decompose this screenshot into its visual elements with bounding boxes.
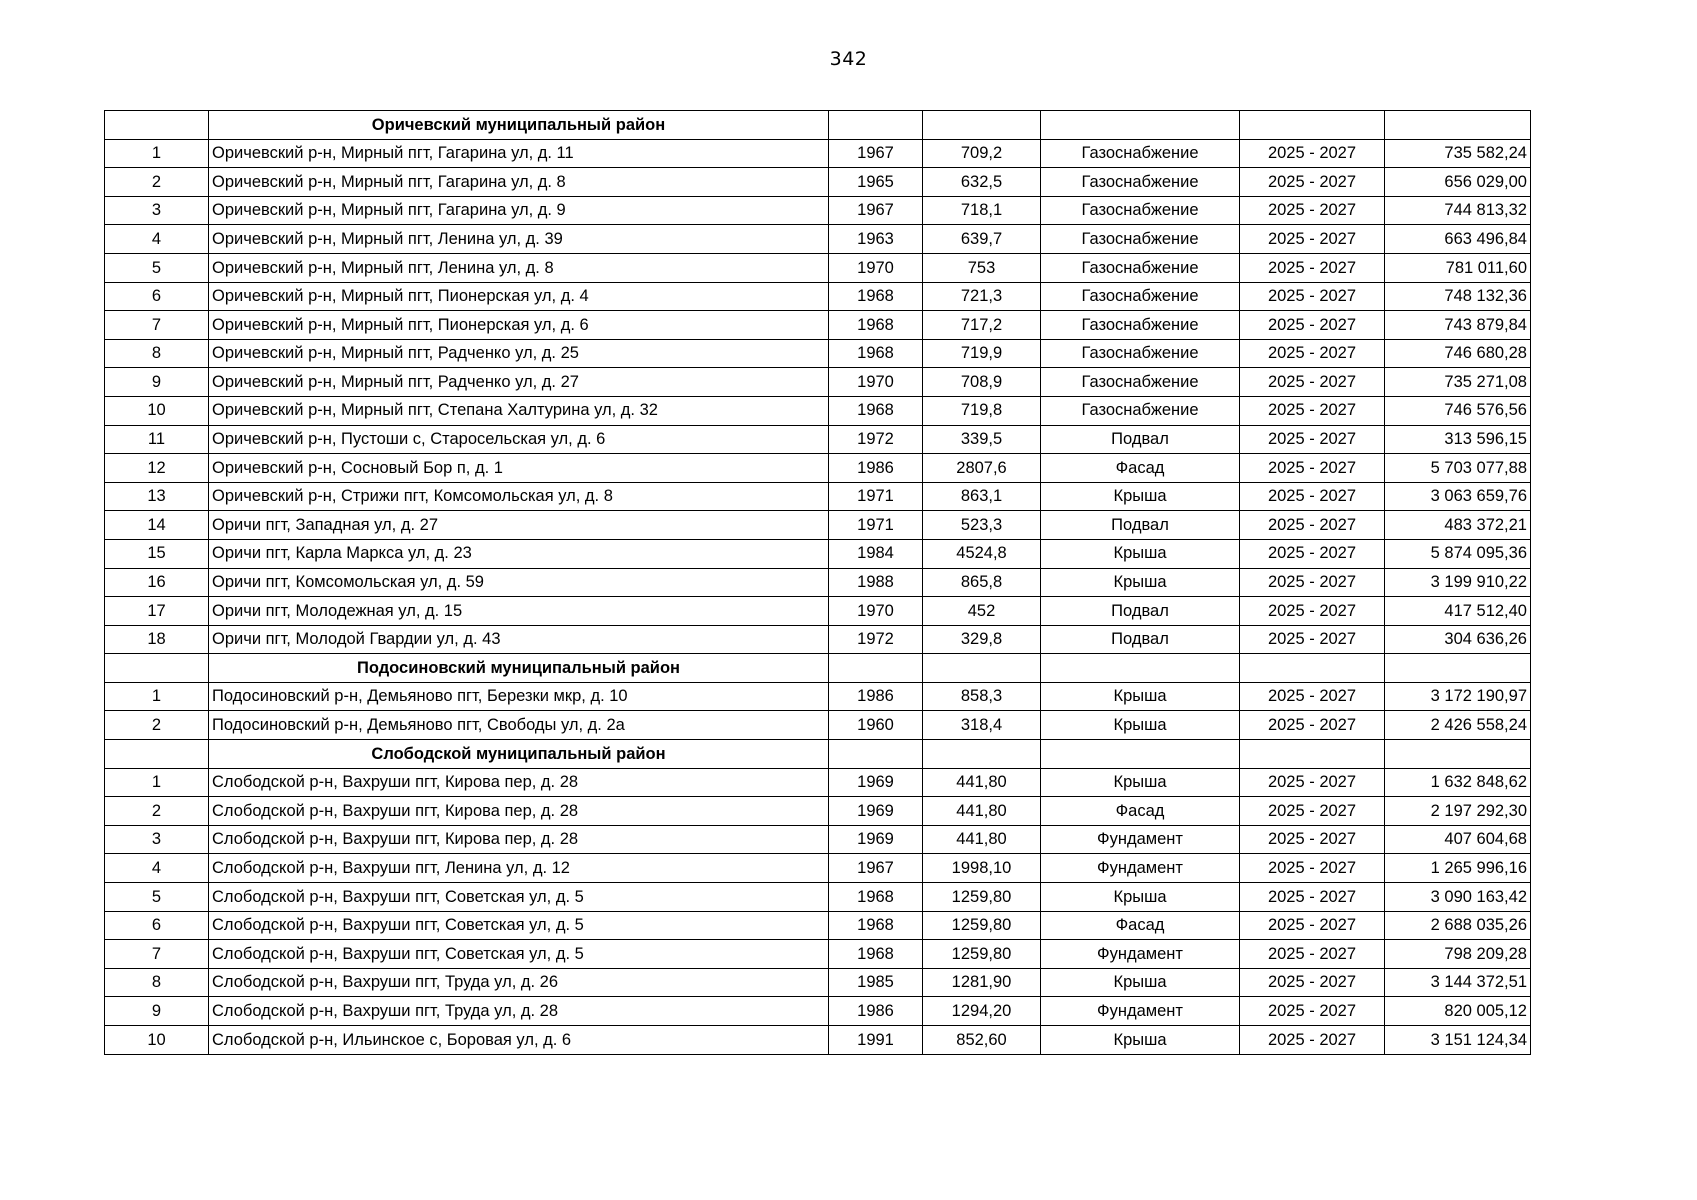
cost-cell: 746 576,56 xyxy=(1385,396,1531,425)
work-type-cell: Фундамент xyxy=(1041,854,1240,883)
period-cell: 2025 - 2027 xyxy=(1240,282,1385,311)
table-row xyxy=(105,797,1531,826)
year-cell: 1971 xyxy=(829,511,923,540)
area-cell: 1281,90 xyxy=(923,968,1041,997)
row-number: 7 xyxy=(105,940,209,969)
year-cell: 1969 xyxy=(829,768,923,797)
table-row xyxy=(105,511,1531,540)
area-cell: 441,80 xyxy=(923,825,1041,854)
address-cell: Слободской р-н, Ильинское с, Боровая ул, д. 6 xyxy=(209,1026,829,1055)
area-cell: 719,9 xyxy=(923,339,1041,368)
row-number: 9 xyxy=(105,368,209,397)
section-header-row xyxy=(105,111,1531,140)
work-type-cell: Газоснабжение xyxy=(1041,396,1240,425)
row-number: 5 xyxy=(105,253,209,282)
row-number: 1 xyxy=(105,139,209,168)
year-cell: 1967 xyxy=(829,139,923,168)
cost-cell: 2 688 035,26 xyxy=(1385,911,1531,940)
year-cell: 1970 xyxy=(829,597,923,626)
cost-cell: 798 209,28 xyxy=(1385,940,1531,969)
period-cell: 2025 - 2027 xyxy=(1240,225,1385,254)
table-row xyxy=(105,854,1531,883)
table-row xyxy=(105,911,1531,940)
year-cell: 1969 xyxy=(829,825,923,854)
work-type-cell: Фундамент xyxy=(1041,825,1240,854)
year-cell: 1968 xyxy=(829,396,923,425)
address-cell: Оричи пгт, Карла Маркса ул, д. 23 xyxy=(209,539,829,568)
empty-cell xyxy=(1041,111,1240,140)
work-type-cell: Газоснабжение xyxy=(1041,368,1240,397)
address-cell: Оричевский р-н, Мирный пгт, Гагарина ул, д. 8 xyxy=(209,168,829,197)
work-type-cell: Подвал xyxy=(1041,425,1240,454)
work-type-cell: Крыша xyxy=(1041,482,1240,511)
year-cell: 1988 xyxy=(829,568,923,597)
period-cell: 2025 - 2027 xyxy=(1240,396,1385,425)
address-cell: Оричи пгт, Комсомольская ул, д. 59 xyxy=(209,568,829,597)
work-type-cell: Фундамент xyxy=(1041,940,1240,969)
area-cell: 318,4 xyxy=(923,711,1041,740)
work-type-cell: Подвал xyxy=(1041,625,1240,654)
table-row xyxy=(105,682,1531,711)
page-number: 342 xyxy=(829,48,868,70)
table-row xyxy=(105,997,1531,1026)
area-cell: 717,2 xyxy=(923,311,1041,340)
row-number: 10 xyxy=(105,396,209,425)
table-row xyxy=(105,368,1531,397)
area-cell: 2807,6 xyxy=(923,454,1041,483)
row-number: 8 xyxy=(105,339,209,368)
row-number: 4 xyxy=(105,854,209,883)
section-title: Оричевский муниципальный район xyxy=(209,111,829,140)
year-cell: 1986 xyxy=(829,997,923,1026)
area-cell: 1998,10 xyxy=(923,854,1041,883)
period-cell: 2025 - 2027 xyxy=(1240,911,1385,940)
period-cell: 2025 - 2027 xyxy=(1240,968,1385,997)
cost-cell: 417 512,40 xyxy=(1385,597,1531,626)
cost-cell: 781 011,60 xyxy=(1385,253,1531,282)
period-cell: 2025 - 2027 xyxy=(1240,339,1385,368)
row-number: 14 xyxy=(105,511,209,540)
table-row xyxy=(105,253,1531,282)
empty-cell xyxy=(1385,654,1531,683)
period-cell: 2025 - 2027 xyxy=(1240,1026,1385,1055)
cost-cell: 656 029,00 xyxy=(1385,168,1531,197)
cost-cell: 735 582,24 xyxy=(1385,139,1531,168)
cost-cell: 3 151 124,34 xyxy=(1385,1026,1531,1055)
area-cell: 721,3 xyxy=(923,282,1041,311)
work-type-cell: Крыша xyxy=(1041,682,1240,711)
row-number: 1 xyxy=(105,768,209,797)
row-number: 2 xyxy=(105,797,209,826)
address-cell: Слободской р-н, Вахруши пгт, Советская ул, д. 5 xyxy=(209,940,829,969)
area-cell: 865,8 xyxy=(923,568,1041,597)
area-cell: 441,80 xyxy=(923,768,1041,797)
table-row xyxy=(105,396,1531,425)
work-type-cell: Крыша xyxy=(1041,1026,1240,1055)
row-number: 18 xyxy=(105,625,209,654)
period-cell: 2025 - 2027 xyxy=(1240,625,1385,654)
row-number: 11 xyxy=(105,425,209,454)
cost-cell: 2 426 558,24 xyxy=(1385,711,1531,740)
work-type-cell: Крыша xyxy=(1041,968,1240,997)
row-number: 3 xyxy=(105,196,209,225)
period-cell: 2025 - 2027 xyxy=(1240,825,1385,854)
year-cell: 1968 xyxy=(829,883,923,912)
period-cell: 2025 - 2027 xyxy=(1240,454,1385,483)
cost-cell: 744 813,32 xyxy=(1385,196,1531,225)
cost-cell: 3 090 163,42 xyxy=(1385,883,1531,912)
empty-cell xyxy=(1240,111,1385,140)
address-cell: Слободской р-н, Вахруши пгт, Кирова пер, д. 28 xyxy=(209,825,829,854)
period-cell: 2025 - 2027 xyxy=(1240,168,1385,197)
table-row xyxy=(105,539,1531,568)
address-cell: Слободской р-н, Вахруши пгт, Советская ул, д. 5 xyxy=(209,883,829,912)
area-cell: 863,1 xyxy=(923,482,1041,511)
cost-cell: 5 703 077,88 xyxy=(1385,454,1531,483)
row-number: 16 xyxy=(105,568,209,597)
work-type-cell: Подвал xyxy=(1041,511,1240,540)
period-cell: 2025 - 2027 xyxy=(1240,368,1385,397)
table-row xyxy=(105,425,1531,454)
row-number: 15 xyxy=(105,539,209,568)
year-cell: 1972 xyxy=(829,625,923,654)
area-cell: 858,3 xyxy=(923,682,1041,711)
address-cell: Оричевский р-н, Мирный пгт, Ленина ул, д. 8 xyxy=(209,253,829,282)
area-cell: 639,7 xyxy=(923,225,1041,254)
cost-cell: 743 879,84 xyxy=(1385,311,1531,340)
area-cell: 441,80 xyxy=(923,797,1041,826)
cost-cell: 735 271,08 xyxy=(1385,368,1531,397)
address-cell: Оричи пгт, Молодежная ул, д. 15 xyxy=(209,597,829,626)
cost-cell: 3 172 190,97 xyxy=(1385,682,1531,711)
period-cell: 2025 - 2027 xyxy=(1240,940,1385,969)
empty-cell xyxy=(1385,111,1531,140)
work-type-cell: Газоснабжение xyxy=(1041,253,1240,282)
period-cell: 2025 - 2027 xyxy=(1240,711,1385,740)
area-cell: 329,8 xyxy=(923,625,1041,654)
work-type-cell: Газоснабжение xyxy=(1041,225,1240,254)
empty-cell xyxy=(923,740,1041,769)
period-cell: 2025 - 2027 xyxy=(1240,539,1385,568)
period-cell: 2025 - 2027 xyxy=(1240,311,1385,340)
period-cell: 2025 - 2027 xyxy=(1240,682,1385,711)
year-cell: 1984 xyxy=(829,539,923,568)
area-cell: 523,3 xyxy=(923,511,1041,540)
section-title: Подосиновский муниципальный район xyxy=(209,654,829,683)
row-number: 6 xyxy=(105,911,209,940)
table-row xyxy=(105,711,1531,740)
address-cell: Оричевский р-н, Мирный пгт, Гагарина ул, д. 11 xyxy=(209,139,829,168)
table-row xyxy=(105,568,1531,597)
table-row xyxy=(105,196,1531,225)
year-cell: 1970 xyxy=(829,368,923,397)
table-row xyxy=(105,940,1531,969)
period-cell: 2025 - 2027 xyxy=(1240,425,1385,454)
table-row xyxy=(105,168,1531,197)
table-row xyxy=(105,282,1531,311)
period-cell: 2025 - 2027 xyxy=(1240,253,1385,282)
work-type-cell: Подвал xyxy=(1041,597,1240,626)
year-cell: 1968 xyxy=(829,311,923,340)
area-cell: 1259,80 xyxy=(923,940,1041,969)
area-cell: 718,1 xyxy=(923,196,1041,225)
year-cell: 1985 xyxy=(829,968,923,997)
cost-cell: 1 632 848,62 xyxy=(1385,768,1531,797)
address-cell: Оричевский р-н, Мирный пгт, Радченко ул, д. 25 xyxy=(209,339,829,368)
work-type-cell: Крыша xyxy=(1041,539,1240,568)
row-number: 10 xyxy=(105,1026,209,1055)
address-cell: Слободской р-н, Вахруши пгт, Кирова пер, д. 28 xyxy=(209,797,829,826)
cost-cell: 3 199 910,22 xyxy=(1385,568,1531,597)
work-type-cell: Газоснабжение xyxy=(1041,139,1240,168)
work-type-cell: Фасад xyxy=(1041,454,1240,483)
row-number: 3 xyxy=(105,825,209,854)
address-cell: Оричевский р-н, Мирный пгт, Радченко ул, д. 27 xyxy=(209,368,829,397)
empty-cell xyxy=(105,740,209,769)
cost-cell: 748 132,36 xyxy=(1385,282,1531,311)
cost-cell: 407 604,68 xyxy=(1385,825,1531,854)
cost-cell: 3 144 372,51 xyxy=(1385,968,1531,997)
period-cell: 2025 - 2027 xyxy=(1240,997,1385,1026)
empty-cell xyxy=(105,654,209,683)
year-cell: 1986 xyxy=(829,682,923,711)
work-type-cell: Крыша xyxy=(1041,883,1240,912)
empty-cell xyxy=(105,111,209,140)
table-row xyxy=(105,482,1531,511)
area-cell: 1259,80 xyxy=(923,911,1041,940)
table-row xyxy=(105,225,1531,254)
empty-cell xyxy=(1041,654,1240,683)
address-cell: Оричевский р-н, Мирный пгт, Пионерская ул, д. 4 xyxy=(209,282,829,311)
empty-cell xyxy=(1240,740,1385,769)
table-body xyxy=(105,111,1531,1055)
empty-cell xyxy=(829,740,923,769)
year-cell: 1968 xyxy=(829,282,923,311)
address-cell: Слободской р-н, Вахруши пгт, Советская ул, д. 5 xyxy=(209,911,829,940)
period-cell: 2025 - 2027 xyxy=(1240,854,1385,883)
area-cell: 753 xyxy=(923,253,1041,282)
cost-cell: 304 636,26 xyxy=(1385,625,1531,654)
row-number: 4 xyxy=(105,225,209,254)
cost-cell: 3 063 659,76 xyxy=(1385,482,1531,511)
area-cell: 709,2 xyxy=(923,139,1041,168)
row-number: 6 xyxy=(105,282,209,311)
area-cell: 852,60 xyxy=(923,1026,1041,1055)
cost-cell: 1 265 996,16 xyxy=(1385,854,1531,883)
row-number: 5 xyxy=(105,883,209,912)
address-cell: Слободской р-н, Вахруши пгт, Труда ул, д. 26 xyxy=(209,968,829,997)
empty-cell xyxy=(1240,654,1385,683)
area-cell: 452 xyxy=(923,597,1041,626)
year-cell: 1971 xyxy=(829,482,923,511)
work-type-cell: Фундамент xyxy=(1041,997,1240,1026)
year-cell: 1972 xyxy=(829,425,923,454)
row-number: 2 xyxy=(105,168,209,197)
cost-cell: 820 005,12 xyxy=(1385,997,1531,1026)
table-row xyxy=(105,825,1531,854)
address-cell: Оричевский р-н, Мирный пгт, Гагарина ул, д. 9 xyxy=(209,196,829,225)
table-row xyxy=(105,339,1531,368)
address-cell: Оричевский р-н, Стрижи пгт, Комсомольская ул, д. 8 xyxy=(209,482,829,511)
area-cell: 632,5 xyxy=(923,168,1041,197)
section-header-row xyxy=(105,740,1531,769)
work-type-cell: Газоснабжение xyxy=(1041,311,1240,340)
address-cell: Слободской р-н, Вахруши пгт, Труда ул, д. 28 xyxy=(209,997,829,1026)
period-cell: 2025 - 2027 xyxy=(1240,139,1385,168)
address-cell: Оричевский р-н, Мирный пгт, Ленина ул, д. 39 xyxy=(209,225,829,254)
table-row xyxy=(105,1026,1531,1055)
empty-cell xyxy=(829,111,923,140)
cost-cell: 2 197 292,30 xyxy=(1385,797,1531,826)
work-type-cell: Крыша xyxy=(1041,711,1240,740)
year-cell: 1968 xyxy=(829,911,923,940)
address-cell: Подосиновский р-н, Демьяново пгт, Березки мкр, д. 10 xyxy=(209,682,829,711)
row-number: 7 xyxy=(105,311,209,340)
address-cell: Оричевский р-н, Мирный пгт, Степана Халтурина ул, д. 32 xyxy=(209,396,829,425)
table-row xyxy=(105,139,1531,168)
area-cell: 339,5 xyxy=(923,425,1041,454)
period-cell: 2025 - 2027 xyxy=(1240,196,1385,225)
cost-cell: 663 496,84 xyxy=(1385,225,1531,254)
address-cell: Слободской р-н, Вахруши пгт, Кирова пер, д. 28 xyxy=(209,768,829,797)
table-row xyxy=(105,311,1531,340)
table-row xyxy=(105,454,1531,483)
period-cell: 2025 - 2027 xyxy=(1240,768,1385,797)
year-cell: 1960 xyxy=(829,711,923,740)
year-cell: 1967 xyxy=(829,196,923,225)
year-cell: 1968 xyxy=(829,339,923,368)
cost-cell: 483 372,21 xyxy=(1385,511,1531,540)
empty-cell xyxy=(1041,740,1240,769)
address-cell: Оричевский р-н, Сосновый Бор п, д. 1 xyxy=(209,454,829,483)
row-number: 1 xyxy=(105,682,209,711)
year-cell: 1991 xyxy=(829,1026,923,1055)
work-type-cell: Газоснабжение xyxy=(1041,196,1240,225)
section-header-row xyxy=(105,654,1531,683)
period-cell: 2025 - 2027 xyxy=(1240,568,1385,597)
housing-repair-table xyxy=(104,110,1531,1055)
period-cell: 2025 - 2027 xyxy=(1240,482,1385,511)
table-row xyxy=(105,968,1531,997)
year-cell: 1963 xyxy=(829,225,923,254)
row-number: 2 xyxy=(105,711,209,740)
row-number: 8 xyxy=(105,968,209,997)
year-cell: 1965 xyxy=(829,168,923,197)
address-cell: Слободской р-н, Вахруши пгт, Ленина ул, д. 12 xyxy=(209,854,829,883)
table-row xyxy=(105,768,1531,797)
address-cell: Оричевский р-н, Пустоши с, Старосельская ул, д. 6 xyxy=(209,425,829,454)
address-cell: Оричи пгт, Молодой Гвардии ул, д. 43 xyxy=(209,625,829,654)
row-number: 17 xyxy=(105,597,209,626)
section-title: Слободской муниципальный район xyxy=(209,740,829,769)
work-type-cell: Фасад xyxy=(1041,911,1240,940)
period-cell: 2025 - 2027 xyxy=(1240,797,1385,826)
work-type-cell: Крыша xyxy=(1041,568,1240,597)
area-cell: 719,8 xyxy=(923,396,1041,425)
year-cell: 1986 xyxy=(829,454,923,483)
year-cell: 1968 xyxy=(829,940,923,969)
area-cell: 4524,8 xyxy=(923,539,1041,568)
work-type-cell: Газоснабжение xyxy=(1041,282,1240,311)
cost-cell: 313 596,15 xyxy=(1385,425,1531,454)
empty-cell xyxy=(829,654,923,683)
table-row xyxy=(105,597,1531,626)
work-type-cell: Фасад xyxy=(1041,797,1240,826)
area-cell: 708,9 xyxy=(923,368,1041,397)
period-cell: 2025 - 2027 xyxy=(1240,511,1385,540)
period-cell: 2025 - 2027 xyxy=(1240,597,1385,626)
address-cell: Подосиновский р-н, Демьяново пгт, Свободы ул, д. 2а xyxy=(209,711,829,740)
period-cell: 2025 - 2027 xyxy=(1240,883,1385,912)
year-cell: 1970 xyxy=(829,253,923,282)
area-cell: 1259,80 xyxy=(923,883,1041,912)
address-cell: Оричи пгт, Западная ул, д. 27 xyxy=(209,511,829,540)
address-cell: Оричевский р-н, Мирный пгт, Пионерская ул, д. 6 xyxy=(209,311,829,340)
area-cell: 1294,20 xyxy=(923,997,1041,1026)
empty-cell xyxy=(1385,740,1531,769)
empty-cell xyxy=(923,654,1041,683)
work-type-cell: Газоснабжение xyxy=(1041,339,1240,368)
cost-cell: 746 680,28 xyxy=(1385,339,1531,368)
empty-cell xyxy=(923,111,1041,140)
cost-cell: 5 874 095,36 xyxy=(1385,539,1531,568)
row-number: 12 xyxy=(105,454,209,483)
work-type-cell: Газоснабжение xyxy=(1041,168,1240,197)
work-type-cell: Крыша xyxy=(1041,768,1240,797)
year-cell: 1967 xyxy=(829,854,923,883)
row-number: 9 xyxy=(105,997,209,1026)
table-row xyxy=(105,883,1531,912)
table-row xyxy=(105,625,1531,654)
row-number: 13 xyxy=(105,482,209,511)
year-cell: 1969 xyxy=(829,797,923,826)
